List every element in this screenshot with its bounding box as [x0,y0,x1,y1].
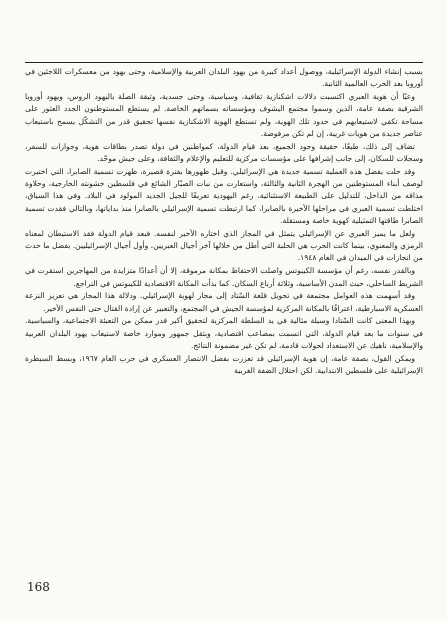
paragraph-4: وقد حلت بفضل هذه العملية تسمية جديدة هي الإسرائيلي. وقبل ظهورها بفترة قصيرة، ظهرت تسمية الصابرا، التي اختيرت لوصف أبناء المستوطنين من الهجرة الثانية والثالثة، واستعارت من نبات الصبّار الشائع في فلسطين خشونته الخارجية، وحلاوة مذاقه من الداخل، للتدليل على الطبيعة الاستثنائية، رغم اليهودية تعريفًا للجيل الجديد المولود في البلاد. وفي هذا السياق، اختلطت تسمية العبري في مراحلها الأخيرة بالصابرا، كما ارتبطت تسمية الإسرائيلي بالصابرا منذ بداياتها، وبالتالي فقدت تسمية الصابرا طاقتها التمثيلية كهوية خاصة ومستقلة. [25,166,423,226]
paragraph-7: وقد أسهمت هذه العوامل مجتمعة في تحويل قلعة السّتاد إلى مجاز لهوية الإسرائيلي. ودلالة هذا المجاز هي تعزيز النزعة العسكرية الاسبارطية، اعترافًا بالمكانة المركزية لمؤسسة الجيش في المجتمع، والتعبير عن إرادة القتال حتى النفس الأخير. [25,291,423,313]
body-text [25,66,423,377]
paragraph-3: تضاف إلى ذلك، طبعًا، حقيقة وجود الجميع، بعد قيام الدولة، كمواطنين في دولة تصدر بطاقات هوية، وجوازات للسفر، وسجلات للسكان، إلى جانب إشرافها على مؤسسات مركزية للتعليم والإعلام والثقافة، وعلى جيش موحّد. [25,141,423,164]
page-number: 168 [27,580,50,594]
header-rule [25,62,423,63]
paragraph-5: ولعل ما يميز العبري عن الإسرائيلي يتمثل في المجاز الذي اختاره الأخير لنفسه. فبعد قيام الدولة فقد الاستيطان لمعناه الرمزي والمعنوي، بينما كانت الحرب هي الحلبة التي أطل من خلالها آخر أجيال العبريين، وأول أجيال الإسرائيليين. بفضل ما حدث من انجازات في الميدان في العام ١٩٤٨. [25,228,423,263]
paragraph-6: وبالقدر نفسه، رغم أن مؤسسة الكيبوتس واصلت الاحتفاظ بمكانة مرموقة، إلا أن أعدادًا متزايدة من المهاجرين استقرت في الشريط الساحلي، حيث المدن الأساسية، وثلاثة أرباع السكان. كما بدأت المكانة الاقتصادية للكيبوتس في التراجع. [25,266,423,288]
paragraph-2: وعيًا أن هوية العبري اكتسبت دلالات اشكنازية ثقافية، وسياسية، وحتى جسدية، وثيقة الصلة باليهود الروس، ويهود أوروبا الشرقية بصفة عامة، الذين وسموا مجتمع اليشوف ومؤسساته بسماتهم الخاصة. لم يستطع المستوطنون الجدد العثور على مساحة تكفي لاستيعابهم في حدود تلك الهوية، ولم تستطع الهوية الاشكنازية نفسها تحقيق قدر من التشكّل يسمح باستيعاب عناصر جديدة من هويات غريبة، إن لم تكن مرفوضة. [25,92,423,138]
paragraph-1: بسبب إنشاء الدولة الإسرائيلية، ووصول أعداد كبيرة من يهود البلدان العربية والإسلامية، وحتى يهود من معسكرات اللاجئين في أوروبا بعد الحرب العالمية الثانية. [25,67,423,89]
paragraph-9: ويمكن القول، بصفة عامة، إن هوية الإسرائيلي قد تعززت بفضل الانتصار العسكري في حرب العام ١٩٦٧، وبسط السيطرة الإسرائيلية على فلسطين الانتدابية. لكن احتلال الضفة الغربية [25,353,423,376]
paragraph-8: وبهذا المعنى كانت السّتادا وسيلة مثالية في يد السلطة المركزية لتحقيق أكبر قدر ممكن من التعبئة الاجتماعية، والسياسية. في سنوات ما بعد قيام الدولة، التي اتسمت بمصاعب اقتصادية، وبثقل جمهور وموارد خاصة لاستيعاب يهود البلدان العربية والإسلامية، ناهيك عن الاستعداد لجولات قادمة، لم تكن غير مضمونة النتائج. [25,316,423,351]
